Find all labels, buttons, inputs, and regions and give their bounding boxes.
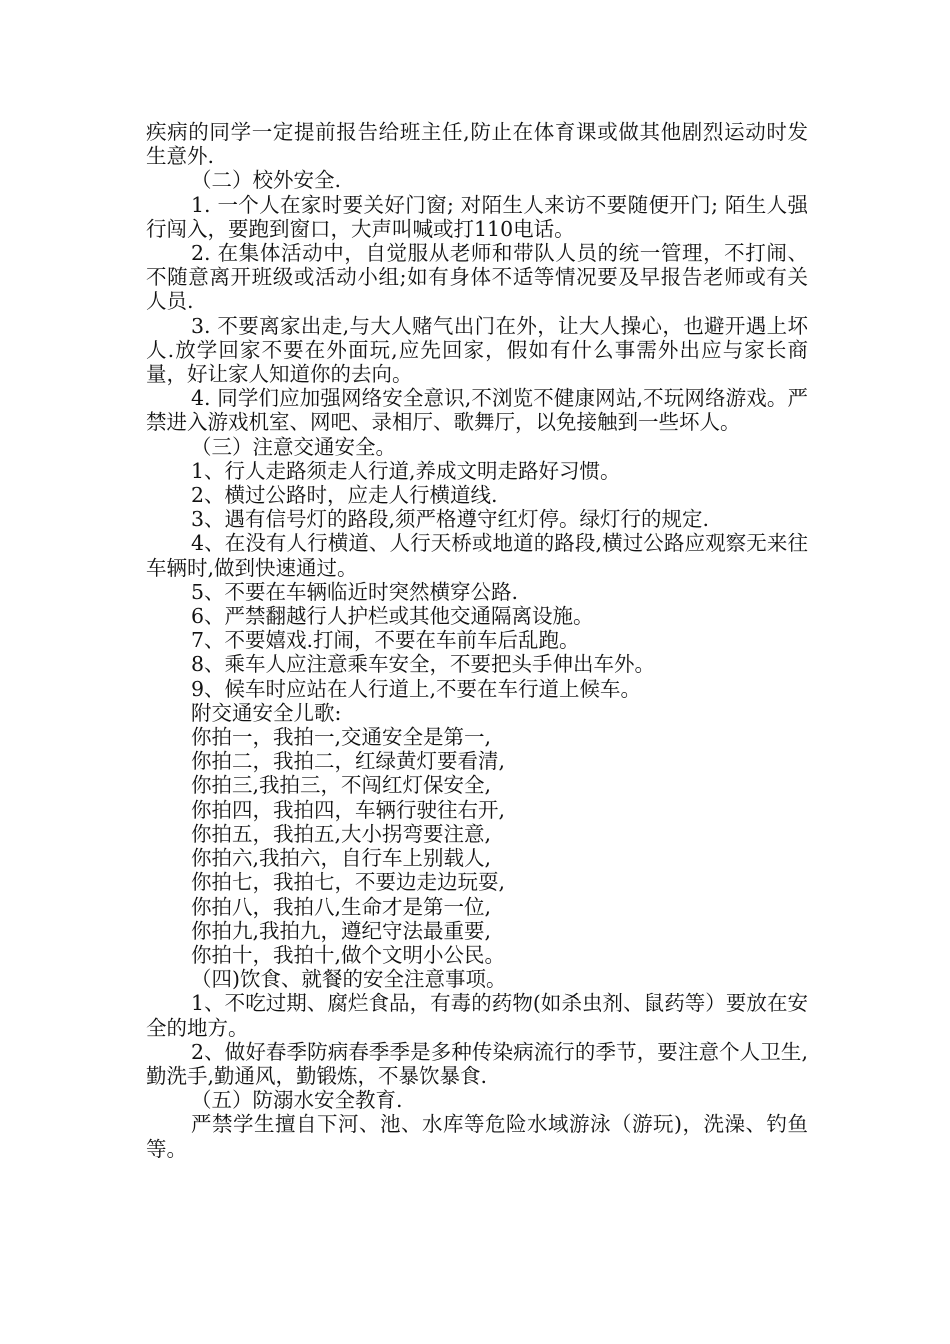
paragraph: 4、在没有人行横道、人行天桥或地道的路段,横过公路应观察无来往车辆时,做到快速通过。 — [146, 531, 808, 580]
paragraph: 6、严禁翻越行人护栏或其他交通隔离设施。 — [191, 604, 594, 629]
paragraph: 你拍四，我拍四，车辆行驶往右开, — [191, 797, 506, 822]
paragraph: 你拍八，我拍八,生命才是第一位, — [191, 894, 492, 919]
paragraph: 3、遇有信号灯的路段,须严格遵守红灯停。绿灯行的规定. — [191, 507, 710, 532]
paragraph: 4. 同学们应加强网络安全意识,不浏览不健康网站,不玩网络游戏。严禁进入游戏机室、网吧、录相厅、歌舞厅，以免接触到一些坏人。 — [146, 386, 808, 435]
paragraph: （二）校外安全. — [191, 168, 342, 193]
paragraph: 2、做好春季防病春季季是多种传染病流行的季节，要注意个人卫生,勤洗手,勤通风，勤锻炼，不暴饮暴食. — [146, 1039, 808, 1088]
paragraph: 1、不吃过期、腐烂食品，有毒的药物(如杀虫剂、鼠药等）要放在安全的地方。 — [146, 991, 808, 1040]
paragraph: 你拍二，我拍二，红绿黄灯要看清, — [191, 749, 506, 774]
paragraph: 2. 在集体活动中，自觉服从老师和带队人员的统一管理，不打闹、不随意离开班级或活动小组;如有身体不适等情况要及早报告老师或有关人员. — [146, 241, 808, 314]
paragraph: 2、横过公路时，应走人行横道线. — [191, 483, 498, 508]
paragraph: 你拍七，我拍七，不要边走边玩耍, — [191, 870, 506, 895]
paragraph: 8、乘车人应注意乘车安全，不要把头手伸出车外。 — [191, 652, 656, 677]
paragraph: 9、候车时应站在人行道上,不要在车行道上候车。 — [191, 676, 642, 701]
paragraph: 1. 一个人在家时要关好门窗; 对陌生人来访不要随便开门; 陌生人强行闯入，要跑到窗口，大声叫喊或打110电话。 — [146, 192, 808, 241]
paragraph: 你拍五，我拍五,大小拐弯要注意, — [191, 821, 492, 846]
paragraph: （三）注意交通安全。 — [191, 434, 396, 459]
paragraph: 5、不要在车辆临近时突然横穿公路. — [191, 579, 519, 604]
paragraph: 严禁学生擅自下河、池、水库等危险水域游泳（游玩)，洗澡、钓鱼等。 — [146, 1112, 808, 1161]
document-page — [146, 120, 808, 1161]
paragraph: 7、不要嬉戏.打闹，不要在车前车后乱跑。 — [191, 628, 580, 653]
paragraph: 3. 不要离家出走,与大人赌气出门在外，让大人操心，也避开遇上坏人.放学回家不要在外面玩,应先回家，假如有什么事需外出应与家长商量，好让家人知道你的去向。 — [146, 313, 808, 387]
paragraph: （四)饮食、就餐的安全注意事项。 — [191, 967, 507, 992]
paragraph: 你拍六,我拍六，自行车上别载人, — [191, 846, 492, 871]
paragraph: 你拍三,我拍三，不闯红灯保安全, — [191, 773, 492, 798]
paragraph: 你拍九,我拍九，遵纪守法最重要, — [191, 918, 492, 943]
paragraph: 你拍十，我拍十,做个文明小公民。 — [191, 942, 506, 967]
paragraph: 疾病的同学一定提前报告给班主任,防止在体育课或做其他剧烈运动时发生意外. — [146, 120, 808, 169]
paragraph: 1、行人走路须走人行道,养成文明走路好习惯。 — [191, 458, 621, 483]
paragraph: （五）防溺水安全教育. — [191, 1088, 403, 1113]
paragraph: 你拍一，我拍一,交通安全是第一, — [191, 725, 492, 750]
paragraph: 附交通安全儿歌: — [191, 700, 342, 725]
